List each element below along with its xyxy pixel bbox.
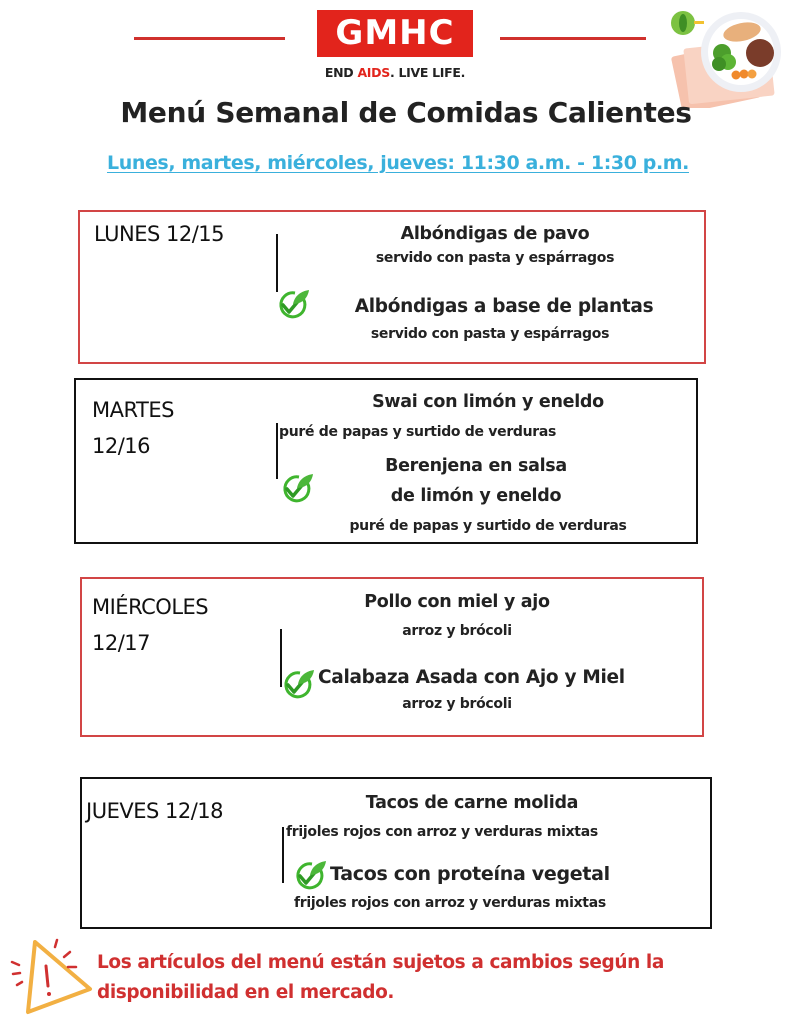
main-dish: Pollo con miel y ajo — [364, 592, 550, 612]
main-dish: Swai con limón y eneldo — [372, 392, 604, 412]
divider-line — [276, 234, 278, 292]
divider-line — [282, 827, 284, 883]
vegetarian-dish-line2: de limón y eneldo — [390, 486, 562, 506]
page-title: Menú Semanal de Comidas Calientes — [120, 96, 692, 129]
plate-of-food-icon — [664, 4, 788, 108]
vegetarian-dish: Tacos con proteína vegetal — [330, 863, 610, 885]
day-card-tuesday — [74, 378, 698, 544]
header-rule-right — [500, 37, 646, 40]
vegetarian-dish: Albóndigas a base de plantas — [354, 296, 654, 317]
vegetarian-dish-side: puré de papas y surtido de verduras — [349, 518, 627, 534]
service-hours-link[interactable]: Lunes, martes, miércoles, jueves: 11:30 a.m. - 1:30 p.m. — [106, 152, 689, 174]
main-dish-side: puré de papas y surtido de verduras — [279, 424, 557, 440]
gmhc-logo: GMHC — [317, 10, 473, 57]
vegetarian-dish-side: servido con pasta y espárragos — [370, 326, 610, 342]
vegetarian-dish-side: arroz y brócoli — [402, 696, 512, 712]
vegetarian-dish: Calabaza Asada con Ajo y Miel — [318, 667, 625, 688]
main-dish: Tacos de carne molida — [365, 793, 579, 813]
main-dish: Albóndigas de pavo — [400, 224, 590, 244]
logo-tagline — [300, 65, 490, 80]
warning-icon — [8, 934, 98, 1018]
tagline-text: END — [324, 65, 358, 80]
day-card-wednesday — [80, 577, 704, 737]
vegan-check-icon — [292, 859, 328, 891]
vegetarian-dish: Berenjena en salsa — [385, 456, 567, 476]
day-label: JUEVES 12/18 — [86, 799, 223, 823]
day-label: LUNES 12/15 — [94, 222, 225, 246]
menu-change-notice: Los artículos del menú están sujetos a cambios según la disponibilidad en el mercado. — [97, 952, 664, 1003]
day-date: 12/17 — [92, 631, 151, 655]
main-dish-side: servido con pasta y espárragos — [375, 250, 615, 266]
day-label — [92, 589, 208, 661]
tagline-aids: AIDS — [357, 65, 390, 80]
divider-line — [276, 423, 278, 479]
day-card-thursday — [80, 777, 712, 929]
day-name: MARTES — [92, 398, 174, 422]
vegetarian-dish-side: frijoles rojos con arroz y verduras mixtas — [294, 895, 606, 911]
main-dish-side: frijoles rojos con arroz y verduras mixtas — [286, 824, 598, 840]
day-name: MIÉRCOLES — [92, 595, 209, 619]
day-card-monday — [78, 210, 706, 364]
day-label — [92, 392, 174, 464]
main-dish-side: arroz y brócoli — [402, 623, 512, 639]
tagline-text-end: . LIVE LIFE. — [389, 65, 466, 80]
day-date: 12/16 — [92, 434, 151, 458]
header-rule-left — [134, 37, 285, 40]
